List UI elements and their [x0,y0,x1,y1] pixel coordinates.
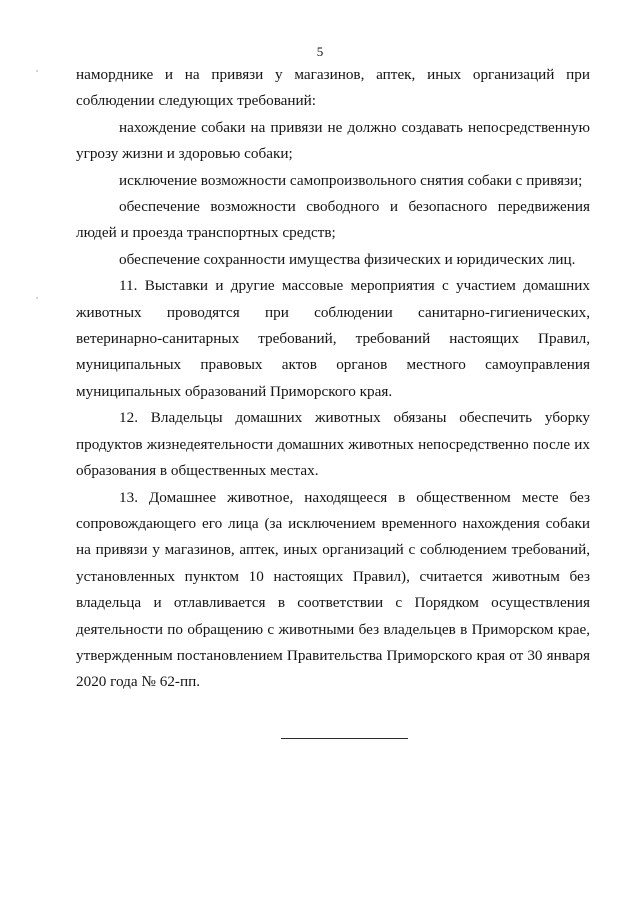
end-separator-line [281,738,408,739]
paragraph-requirement-1: нахождение собаки на привязи не должно создавать непосредственную угрозу жизни и здоровью собаки; [76,118,590,163]
scan-mark [36,297,38,299]
paragraph-item-12: 12. Владельцы домашних животных обязаны обеспечить уборку продуктов жизнедеятельности домашних животных непосредственно после их образования в общественных местах. [76,409,590,480]
paragraph-requirement-2: исключение возможности самопроизвольного снятия собаки с привязи; [119,171,583,189]
scan-mark [36,70,38,72]
paragraph-requirement-3: обеспечение возможности свободного и безопасного передвижения людей и проезда транспортных средств; [76,198,590,242]
paragraph-item-11: 11. Выставки и другие массовые мероприятия с участием домашних животных проводятся при соблюдении санитарно-гигиенических, ветеринарно-санитарных требований, требований настоящих Правил, муниципальных правовых актов органов местного самоуправления муниципальных образований Приморского края. [76,277,590,400]
page-number: 5 [316,44,324,59]
paragraph-requirement-4: обеспечение сохранности имущества физических и юридических лиц. [119,250,576,268]
paragraph-item-13: 13. Домашнее животное, находящееся в общественном месте без сопровождающего его лица (за исключением временного нахождения собаки на привязи у магазинов, аптек, иных организаций с соблюдением требований, установленных пунктом 10 настоящих Правил), считается животным без владельца и отлавливается в соответствии с Порядком осуществления деятельности по обращению с животными без владельцев в Приморском крае, утвержденным постановлением Правительства Приморского края от 30 января 2020 года № 62-пп. [76,488,590,691]
paragraph-continuation: наморднике и на привязи у магазинов, аптек, иных организаций при соблюдении следующих требований: [76,66,590,110]
document-body [76,62,590,696]
